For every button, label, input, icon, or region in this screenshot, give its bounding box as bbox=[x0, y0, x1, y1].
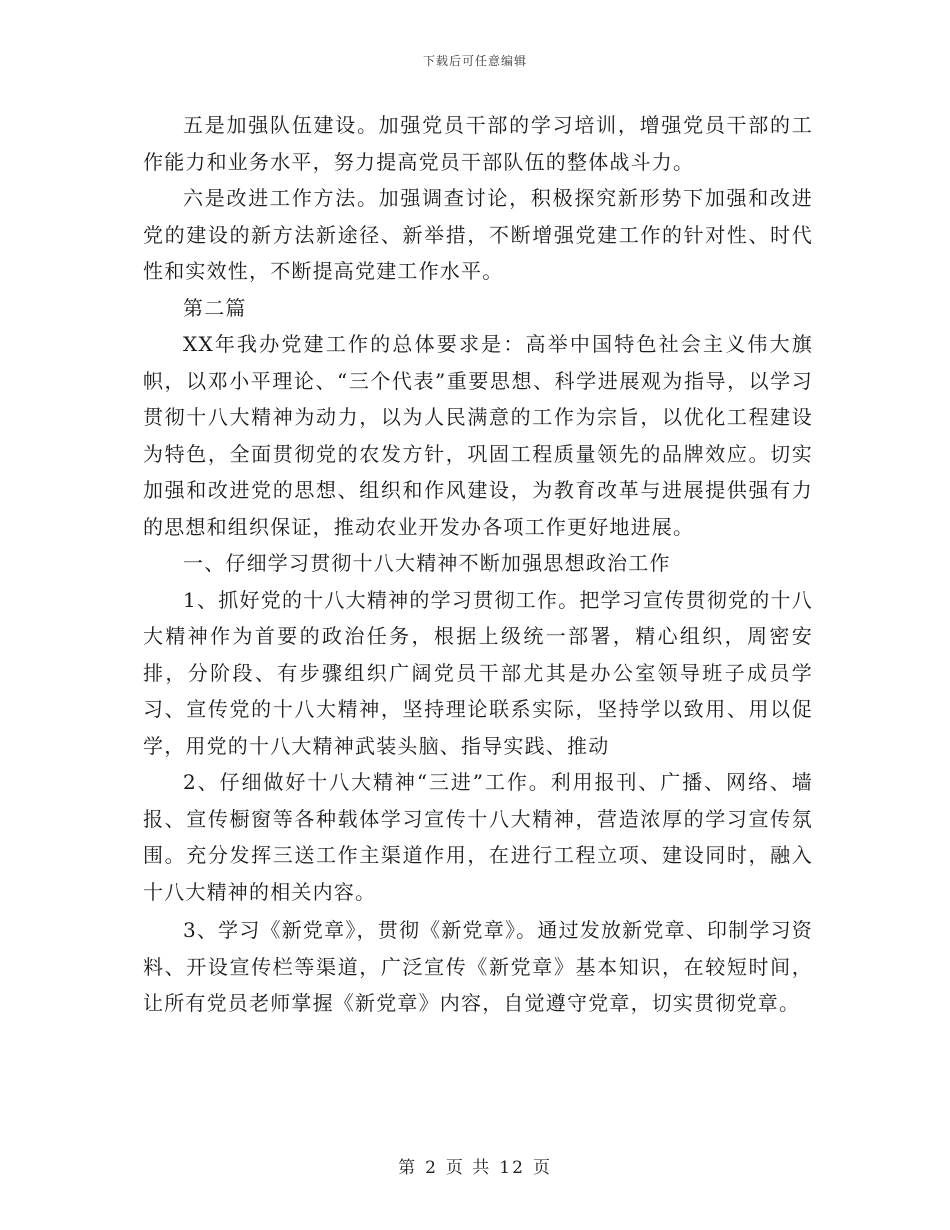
paragraph-6-work-methods: 六是改进工作方法。加强调查讨论，积极探究新形势下加强和改进党的建设的新方法新途径、新举措，不断增强党建工作的针对性、时代性和实效性，不断提高党建工作水平。 bbox=[143, 186, 813, 283]
paragraph-item-3: 3、学习《新党章》，贯彻《新党章》。通过发放新党章、印制学习资料、开设宣传栏等渠道，广泛宣传《新党章》基本知识，在较短时间，让所有党员老师掌握《新党章》内容，自觉遵守党章，切实贯彻党章。 bbox=[143, 918, 813, 1015]
footer-page-number: 2 bbox=[425, 1158, 438, 1178]
document-body bbox=[143, 107, 813, 1022]
paragraph-5-team-building: 五是加强队伍建设。加强党员干部的学习培训，增强党员干部的工作能力和业务水平，努力提高党员干部队伍的整体战斗力。 bbox=[143, 113, 813, 174]
footer-suffix: 页 bbox=[532, 1158, 552, 1178]
footer-total-pages: 12 bbox=[499, 1158, 525, 1178]
paragraph-item-2: 2、仔细做好十八大精神“三进”工作。利用报刊、广播、网络、墙报、宣传橱窗等各种载体学习宣传十八大精神，营造浓厚的学习宣传氛围。充分发挥三送工作主渠道作用，在进行工程立项、建设同时，融入十八大精神的相关内容。 bbox=[143, 770, 813, 904]
section-heading-part-two: 第二篇 bbox=[183, 295, 247, 320]
section-heading-one: 一、仔细学习贯彻十八大精神不断加强思想政治工作 bbox=[183, 551, 671, 575]
paragraph-general-requirements: XX年我办党建工作的总体要求是：高举中国特色社会主义伟大旗帜，以邓小平理论、“三个代表”重要思想、科学进展观为指导，以学习贯彻十八大精神为动力，以为人民满意的工作为宗旨，以优化工程建设为特色，全面贯彻党的农发方针，巩固工程质量领先的品牌效应。切实加强和改进党的思想、组织和作风建设，为教育改革与进展提供强有力的思想和组织保证，推动农业开发办各项工作更好地进展。 bbox=[143, 332, 813, 539]
footer-middle: 页 共 bbox=[445, 1158, 492, 1178]
footer-prefix: 第 bbox=[398, 1158, 418, 1178]
page-footer bbox=[0, 1153, 950, 1178]
page-header: 下载后可任意编辑 bbox=[422, 54, 527, 68]
paragraph-item-1: 1、抓好党的十八大精神的学习贯彻工作。把学习宣传贯彻党的十八大精神作为首要的政治任务，根据上级统一部署，精心组织，周密安排，分阶段、有步骤组织广阔党员干部尤其是办公室领导班子成员学习、宣传党的十八大精神，坚持理论联系实际，坚持学以致用、用以促学，用党的十八大精神武装头脑、指导实践、推动 bbox=[143, 587, 813, 758]
